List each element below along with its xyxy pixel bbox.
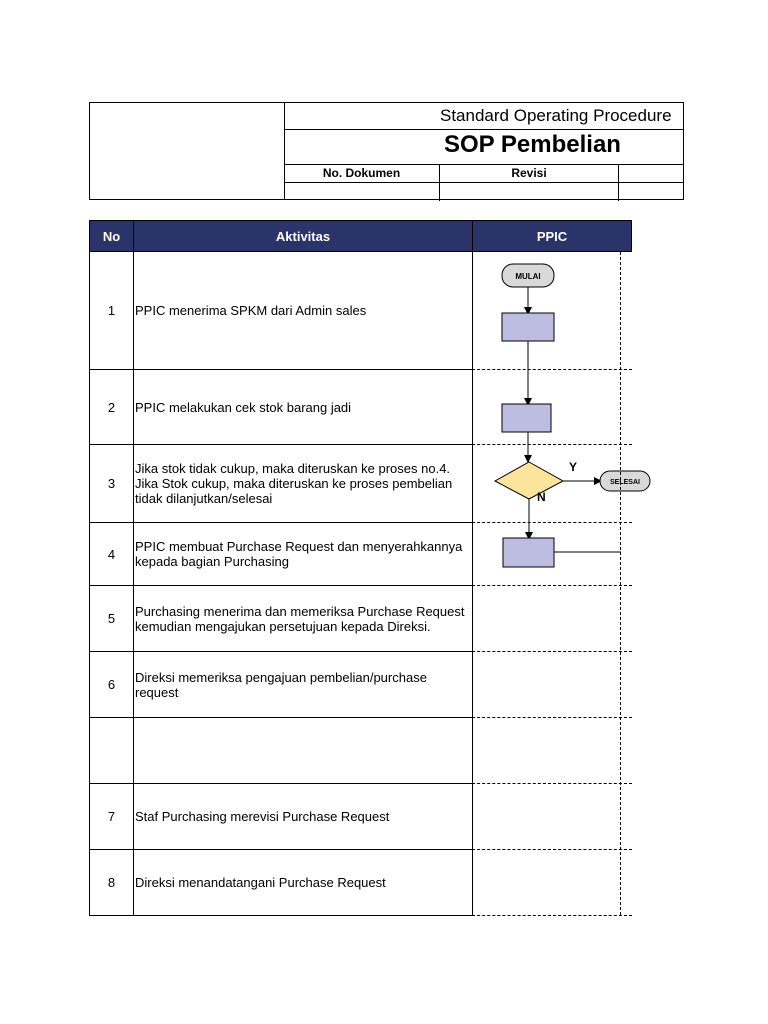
revision-label: Revisi [511, 166, 547, 180]
header-title: Standard Operating Procedure [440, 106, 672, 125]
row-number: 4 [89, 523, 134, 586]
row-activity: Staf Purchasing merevisi Purchase Request [133, 784, 473, 850]
start-label: MULAI [515, 272, 541, 281]
row-activity: PPIC melakukan cek stok barang jadi [133, 370, 473, 445]
process-create-pr [503, 538, 554, 567]
row-activity: PPIC menerima SPKM dari Admin sales [133, 252, 473, 370]
row-number: 6 [89, 652, 134, 718]
row-activity: PPIC membuat Purchase Request dan menyerahkannya kepada bagian Purchasing [133, 523, 473, 586]
row-number: 5 [89, 586, 134, 652]
process-receive-spkm [502, 313, 554, 341]
no-label: N [537, 490, 546, 504]
yes-label: Y [569, 460, 578, 474]
row-number: 1 [89, 252, 134, 370]
row-number: 8 [89, 850, 134, 916]
col-header-ppic: PPIC [472, 220, 632, 252]
row-number: 7 [89, 784, 134, 850]
process-check-stock [502, 404, 551, 432]
row-activity: Direksi menandatangani Purchase Request [133, 850, 473, 916]
sop-title: SOP Pembelian [444, 131, 621, 158]
row-number: 3 [89, 445, 134, 523]
end-label: SELESAI [610, 479, 640, 486]
row-number: 2 [89, 370, 134, 445]
row-activity: Jika stok tidak cukup, maka diteruskan ke proses no.4. Jika Stok cukup, maka diteruskan ke proses pembelian tidak dilanjutkan/selesai [133, 445, 473, 523]
col-header-activity: Aktivitas [133, 220, 473, 252]
decision-stock-enough [495, 462, 563, 499]
row-activity: Direksi memeriksa pengajuan pembelian/purchase request [133, 652, 473, 718]
col-header-no: No [89, 220, 134, 252]
row-activity: Purchasing menerima dan memeriksa Purchase Request kemudian mengajukan persetujuan kepada Direksi. [133, 586, 473, 652]
doc-no-label: No. Dokumen [322, 166, 401, 180]
